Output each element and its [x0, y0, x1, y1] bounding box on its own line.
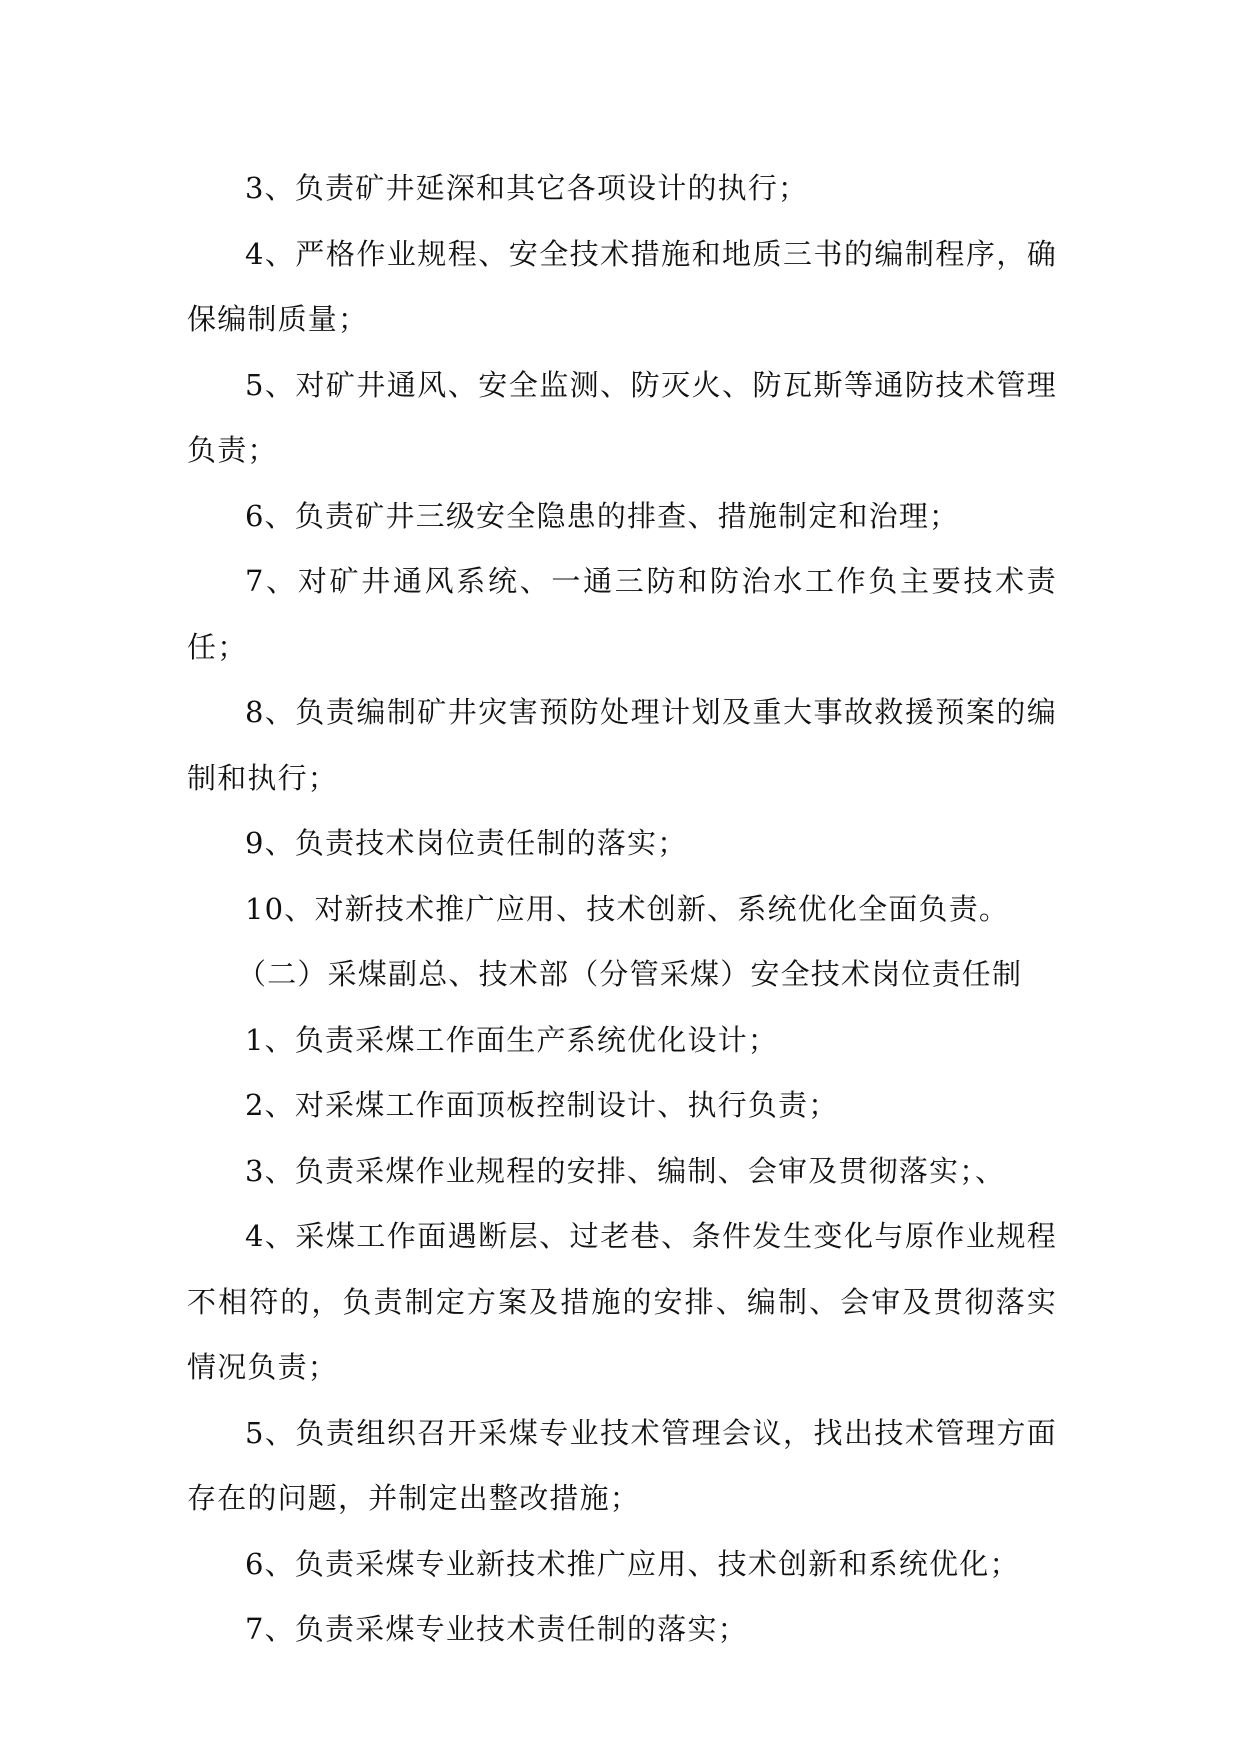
paragraph-item-3-design-execution: 3、负责矿井延深和其它各项设计的执行；	[245, 171, 809, 205]
document-body	[187, 156, 1057, 1663]
paragraph-mining-item-6: 6、负责采煤专业新技术推广应用、技术创新和系统优化；	[245, 1546, 1020, 1581]
paragraph-item-4-compilation-procedure: 4、严格作业规程、安全技术措施和地质三书的编制程序，确保编制质量；	[187, 236, 1057, 336]
paragraph-mining-item-3: 3、负责采煤作业规程的安排、编制、会审及贯彻落实；、	[245, 1153, 1006, 1188]
paragraph-item-9-responsibility-system: 9、负责技术岗位责任制的落实；	[245, 826, 688, 860]
paragraph-mining-item-4: 4、采煤工作面遇断层、过老巷、条件发生变化与原作业规程不相符的，负责制定方案及措施的安排、编制、会审及贯彻落实情况负责；	[187, 1219, 1057, 1384]
paragraph-mining-item-5: 5、负责组织召开采煤专业技术管理会议，找出技术管理方面存在的问题，并制定出整改措施；	[187, 1415, 1057, 1515]
paragraph-mining-item-1: 1、负责采煤工作面生产系统优化设计；	[245, 1022, 779, 1057]
paragraph-item-7-ventilation-system: 7、对矿井通风系统、一通三防和防治水工作负主要技术责任；	[187, 564, 1057, 664]
section-heading-coal-mining: （二）采煤副总、技术部（分管采煤）安全技术岗位责任制	[237, 957, 1023, 991]
paragraph-item-5-ventilation-management: 5、对矿井通风、安全监测、防灭火、防瓦斯等通防技术管理负责；	[187, 367, 1057, 467]
paragraph-mining-item-7: 7、负责采煤专业技术责任制的落实；	[245, 1612, 748, 1646]
paragraph-item-8-disaster-plan: 8、负责编制矿井灾害预防处理计划及重大事故救援预案的编制和执行；	[187, 695, 1057, 795]
paragraph-mining-item-2: 2、对采煤工作面顶板控制设计、执行负责；	[245, 1088, 839, 1122]
paragraph-item-10-innovation: 10、对新技术推广应用、技术创新、系统优化全面负责。	[245, 891, 1010, 926]
paragraph-item-6-hazard-inspection: 6、负责矿井三级安全隐患的排查、措施制定和治理；	[245, 498, 960, 533]
